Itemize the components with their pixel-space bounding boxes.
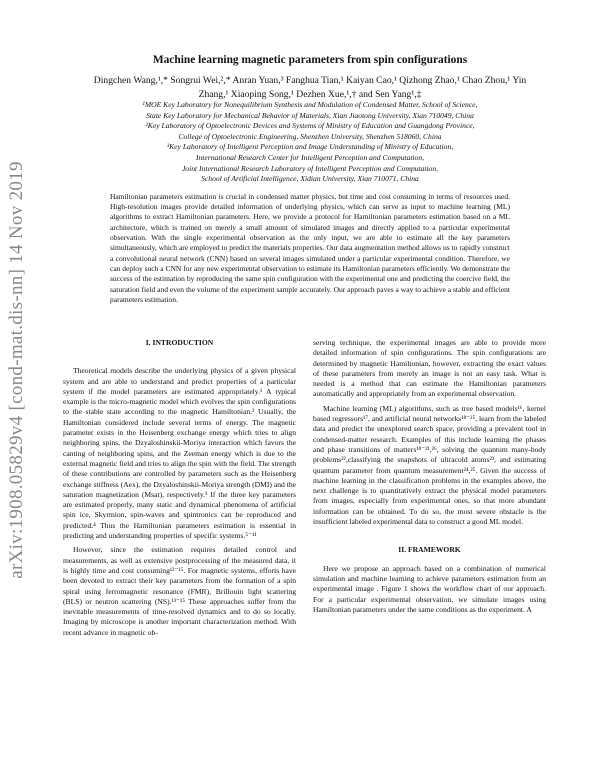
- left-column: [63, 338, 296, 638]
- author-list: Dingchen Wang,¹,* Songrui Wei,²,* Anran Yuan,³ Fanghua Tian,¹ Kaiyan Cao,¹ Qizhong Zhao,¹ Chao Zhou,¹ Yin Zhang,¹ Xiaoping Song,¹ Dezhen Xue,¹,† and Sen Yang¹,‡: [93, 75, 527, 100]
- body-paragraph: However, since the estimation requires detailed control and measurements, as well as extensive postprocessing of the measured data, it is highly time and cost consuming¹²⁻¹⁵. For magnetic systems, efforts have been devoted to extract their key parameters from the formation of a spin spiral using ferromagnetic resonance (FMR), Brillouin light scattering (BLS) or neutron scattering (NS).¹³⁻¹⁵ These approaches suffer from the inevitable measurements of time-resolved dynamics and to do so locally. Imaging by microscope is another important characterization method. With recent advance in magnetic ob-: [63, 545, 296, 637]
- affiliation-line: Joint International Research Laboratory of Intelligent Perception and Computation,: [181, 163, 439, 173]
- affiliation-line: ¹MOE Key Laboratory for Nonequilibrium Synthesis and Modulation of Condensed Matter, School of Science,: [142, 100, 478, 109]
- section-heading-introduction: I. INTRODUCTION: [145, 338, 214, 347]
- paper-title: Machine learning magnetic parameters from spin configurations: [152, 54, 468, 66]
- abstract: Hamiltonian parameters estimation is crucial in condensed matter physics, but time and cost consuming in terms of resources used. High-resolution images provide detailed information of underlying physics, which can serve as input to machine learning (ML) algorithms to extract Hamiltonian parameters. Here, we provide a protocol for Hamiltonian parameters estimation based on a ML architecture, which is trained on merely a small amount of simulated images and directly applied to a particular experimental observation. With the single experimental observation as the only input, we are able to estimate all the key parameters simultaneously, which are employed to predict the materials properties. Our data augmentation method allows us to rapidly construct a convolutional neural network (CNN) based on several images simulated under a particular experimental condition. Therefore, we can deploy such a CNN for any new experimental observation to estimate its Hamiltonian parameters efficiently. We demonstrate the success of the estimation by reproducing the same spin configuration with the experimental one and predicting the coercive field, the saturation field and even the volume of the experiment sample accurately. Our approach paves a way to achieve a stable and efficient parameters estimation.: [110, 191, 510, 304]
- body-paragraph: Here we propose an approach based on a combination of numerical simulation and machine learning to achieve parameters estimation from an experimental image . Figure 1 shows the workflow chart of our approach. For a particular experimental observation, we simulate images using Hamiltonian parameters under the same conditions as the experiment. A: [313, 563, 546, 614]
- affiliation-line: School of Artificial Intelligence, Xidian University, Xian 710071, China: [201, 174, 419, 184]
- section-heading-framework: II. FRAMEWORK: [398, 545, 461, 555]
- affiliations: [80, 100, 540, 185]
- body-paragraph: Machine learning (ML) algorithms, such as tree based models¹⁶, kernel based regressors¹⁷, and artificial neural networks¹⁸⁻²⁵, learn from the labeled data and predict the unexplored search space, providing a prevalent tool in condensed-matter research. Examples of this include learning the phases and phase transitions of matters¹⁸⁻²¹,²⁶, solving the quantum many-body problems²²,classifying the snapshots of ultracold atoms²³, and estimating quantum parameter from quantum measurement²⁴,²⁵. Given the success of machine learning in the classification problems in the examples above, the next challenge is to quantitatively extract the physical model parameters from images, especially from experimental ones, so that more abundant information can be obtained. To do so, the most severe obstacle is the insufficient labeled experimental data to construct a good ML model.: [313, 403, 546, 527]
- affiliation-line: College of Optoelectronic Engineering, Shenzhen University, Shenzhen 518060, China: [178, 131, 442, 141]
- arxiv-stamp-text: arXiv:1908.05829v4 [cond-mat.dis-nn] 14 Nov 2019: [6, 161, 28, 579]
- affiliation-line: ³Key Laboratory of Intelligent Perception and Image Understanding of Ministry of Education,: [166, 142, 454, 152]
- right-column: [313, 338, 546, 615]
- arxiv-stamp: [2, 150, 32, 590]
- affiliation-line: International Research Center for Intelligent Perception and Computation,: [195, 152, 425, 162]
- affiliation-line: ²Key Laboratory of Optoelectronic Devices and Systems of Ministry of Education and Guangdong Province,: [145, 121, 475, 131]
- body-paragraph: Theoretical models describe the underlying physics of a given physical system and are able to understand and predict properties of a particular system if the model parameters are estimated appropriately.¹ A typical example is the micro-magnetic model which evolves the spin configurations to the stable state according to the magnetic Hamiltonian.² Usually, the Hamiltonian considered include several terms of energy. The magnetic parameter exists in the Heisenberg exchange energy which tries to align neighboring spins, the Dzyaloshinskii-Moriya interaction which favors the canting of neighboring spins, and the Zeeman energy which is due to the external magnetic field and tries to align the spin with the field. The strength of these contributions are controlled by parameters such as the Heisenberg exchange stiffness (Aex), the Dzyaloshinskii-Moriya strength (DMI) and the saturation magnetization (Msat), respectively.³ If the three key parameters are estimated properly, many static and dynamical phenomena of artificial spin ice, Skyrmion, spin-waves and spintronics can be reproduced and predicted.⁴ Thus the Hamiltonian parameters estimation is essential in predicting and understanding properties of specific systems.⁵⁻¹¹: [63, 366, 296, 541]
- affiliation-line: State Key Laboratory for Mechanical Behavior of Materials, Xian Jiaotong University, Xian 710049, China: [146, 110, 474, 120]
- body-paragraph: serving technique, the experimental images are able to provide more detailed information of spin configurations. The spin configurations are determined by magnetic Hamiltonian, however, extracting the exact values of these parameters from merely an image is not an easy task. What is needed is a method that can estimate the Hamiltonian parameters automatically and appropriately from an experimental observation.: [313, 338, 546, 399]
